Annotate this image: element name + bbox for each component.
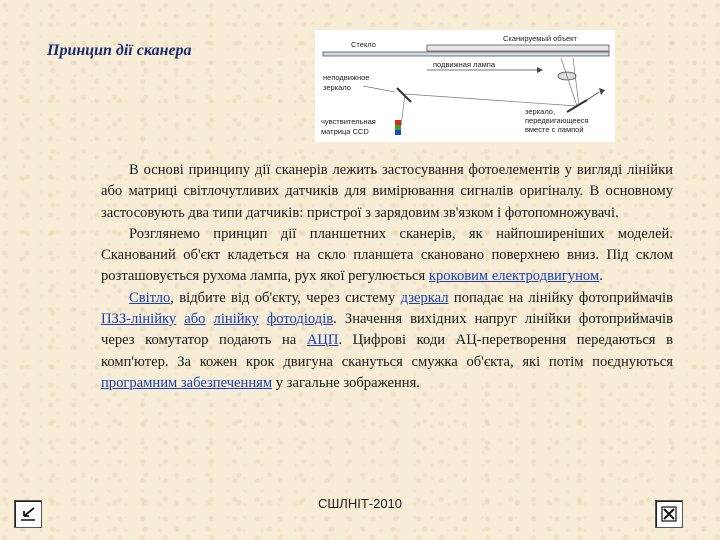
photodiodes-link[interactable]: фотодіодів xyxy=(266,311,334,328)
software-link[interactable]: програмним забезпеченням xyxy=(101,374,273,391)
label-ccd-2: матрица CCD xyxy=(321,127,369,136)
ccd-red xyxy=(395,120,401,125)
paragraph-3-text-h: у загальне зображення. xyxy=(272,374,420,391)
label-fixed-mirror-2: зеркало xyxy=(323,83,351,92)
label-ccd-1: чувствительная xyxy=(321,117,376,126)
label-mirror-2: передвигающееся xyxy=(525,116,589,125)
back-button[interactable] xyxy=(14,500,42,528)
scanner-diagram xyxy=(315,30,615,142)
label-fixed-mirror-1: неподвижное xyxy=(323,73,370,82)
body-text xyxy=(101,160,673,394)
close-button[interactable] xyxy=(655,500,683,528)
paragraph-3-text-d xyxy=(205,311,213,327)
paragraph-2-text-b: . xyxy=(599,268,603,285)
adc-link[interactable]: АЦП xyxy=(306,332,339,349)
label-mirror-3: вместе с лампой xyxy=(525,125,584,134)
ccd-green xyxy=(395,125,401,130)
ccd-line-link[interactable]: ПЗЗ-лінійку xyxy=(101,311,177,328)
close-x-icon xyxy=(659,504,679,524)
paragraph-2-text-a: Розглянемо принцип дії планшетних сканерів, як найпоширеніших моделей. Сканований об'єкт кладеться на скло планшета скановано поверхнею вниз. Під склом розташовується рухома лампа, рух якої регулюється xyxy=(101,225,673,285)
paragraph-3-text-b: попадає на лінійку фотоприймачів xyxy=(448,289,674,306)
scanned-object xyxy=(427,45,609,51)
moving-mirror xyxy=(567,100,587,112)
paragraph-1: В основі принципу дії сканерів лежить застосування фотоелементів у вигляді лінійки або матриці світлочутливих датчиків для вимірювання сигналів оригіналу. В основному застосовують два типи датчиків: пристрої з зарядовим зв'язком і фотопомножувачі. xyxy=(101,162,673,221)
slide-title: Принцип дії сканера xyxy=(47,42,192,59)
glass-plate xyxy=(323,52,609,56)
mirrors-link[interactable]: дзеркал xyxy=(400,289,449,306)
label-glass: Стекло xyxy=(351,40,376,49)
ccd-blue xyxy=(395,130,401,135)
or-link[interactable]: або xyxy=(184,311,206,328)
paragraph-3-text-g: . Цифрові коди АЦ-перетворення передаються в комп'ютер. За кожен крок двигуна скануться смужка об'єкта, які потім поєднуються xyxy=(101,332,673,370)
label-scanned-object: Сканируемый объект xyxy=(503,34,577,43)
paragraph-3-text-f: . Значення вихідних напруг лінійки фотоприймачів через комутатор подають на xyxy=(101,311,673,349)
paragraph-3-text-a: , відбите від об'єкту, через систему xyxy=(170,289,401,306)
line-link[interactable]: лінійку xyxy=(213,311,259,328)
slide-footer: СШЛНІТ-2010 xyxy=(317,496,403,511)
light-link[interactable]: Світло xyxy=(129,289,171,306)
paragraph-3 xyxy=(101,288,673,394)
stepper-motor-link[interactable]: кроковим електродвигуном xyxy=(428,268,600,285)
label-moving-lamp: подвижная лампа xyxy=(433,60,496,69)
back-arrow-icon xyxy=(18,504,38,524)
paragraph-2 xyxy=(101,224,673,288)
label-mirror-1: зеркало, xyxy=(525,107,556,116)
paragraph-3-text-e xyxy=(259,311,267,327)
